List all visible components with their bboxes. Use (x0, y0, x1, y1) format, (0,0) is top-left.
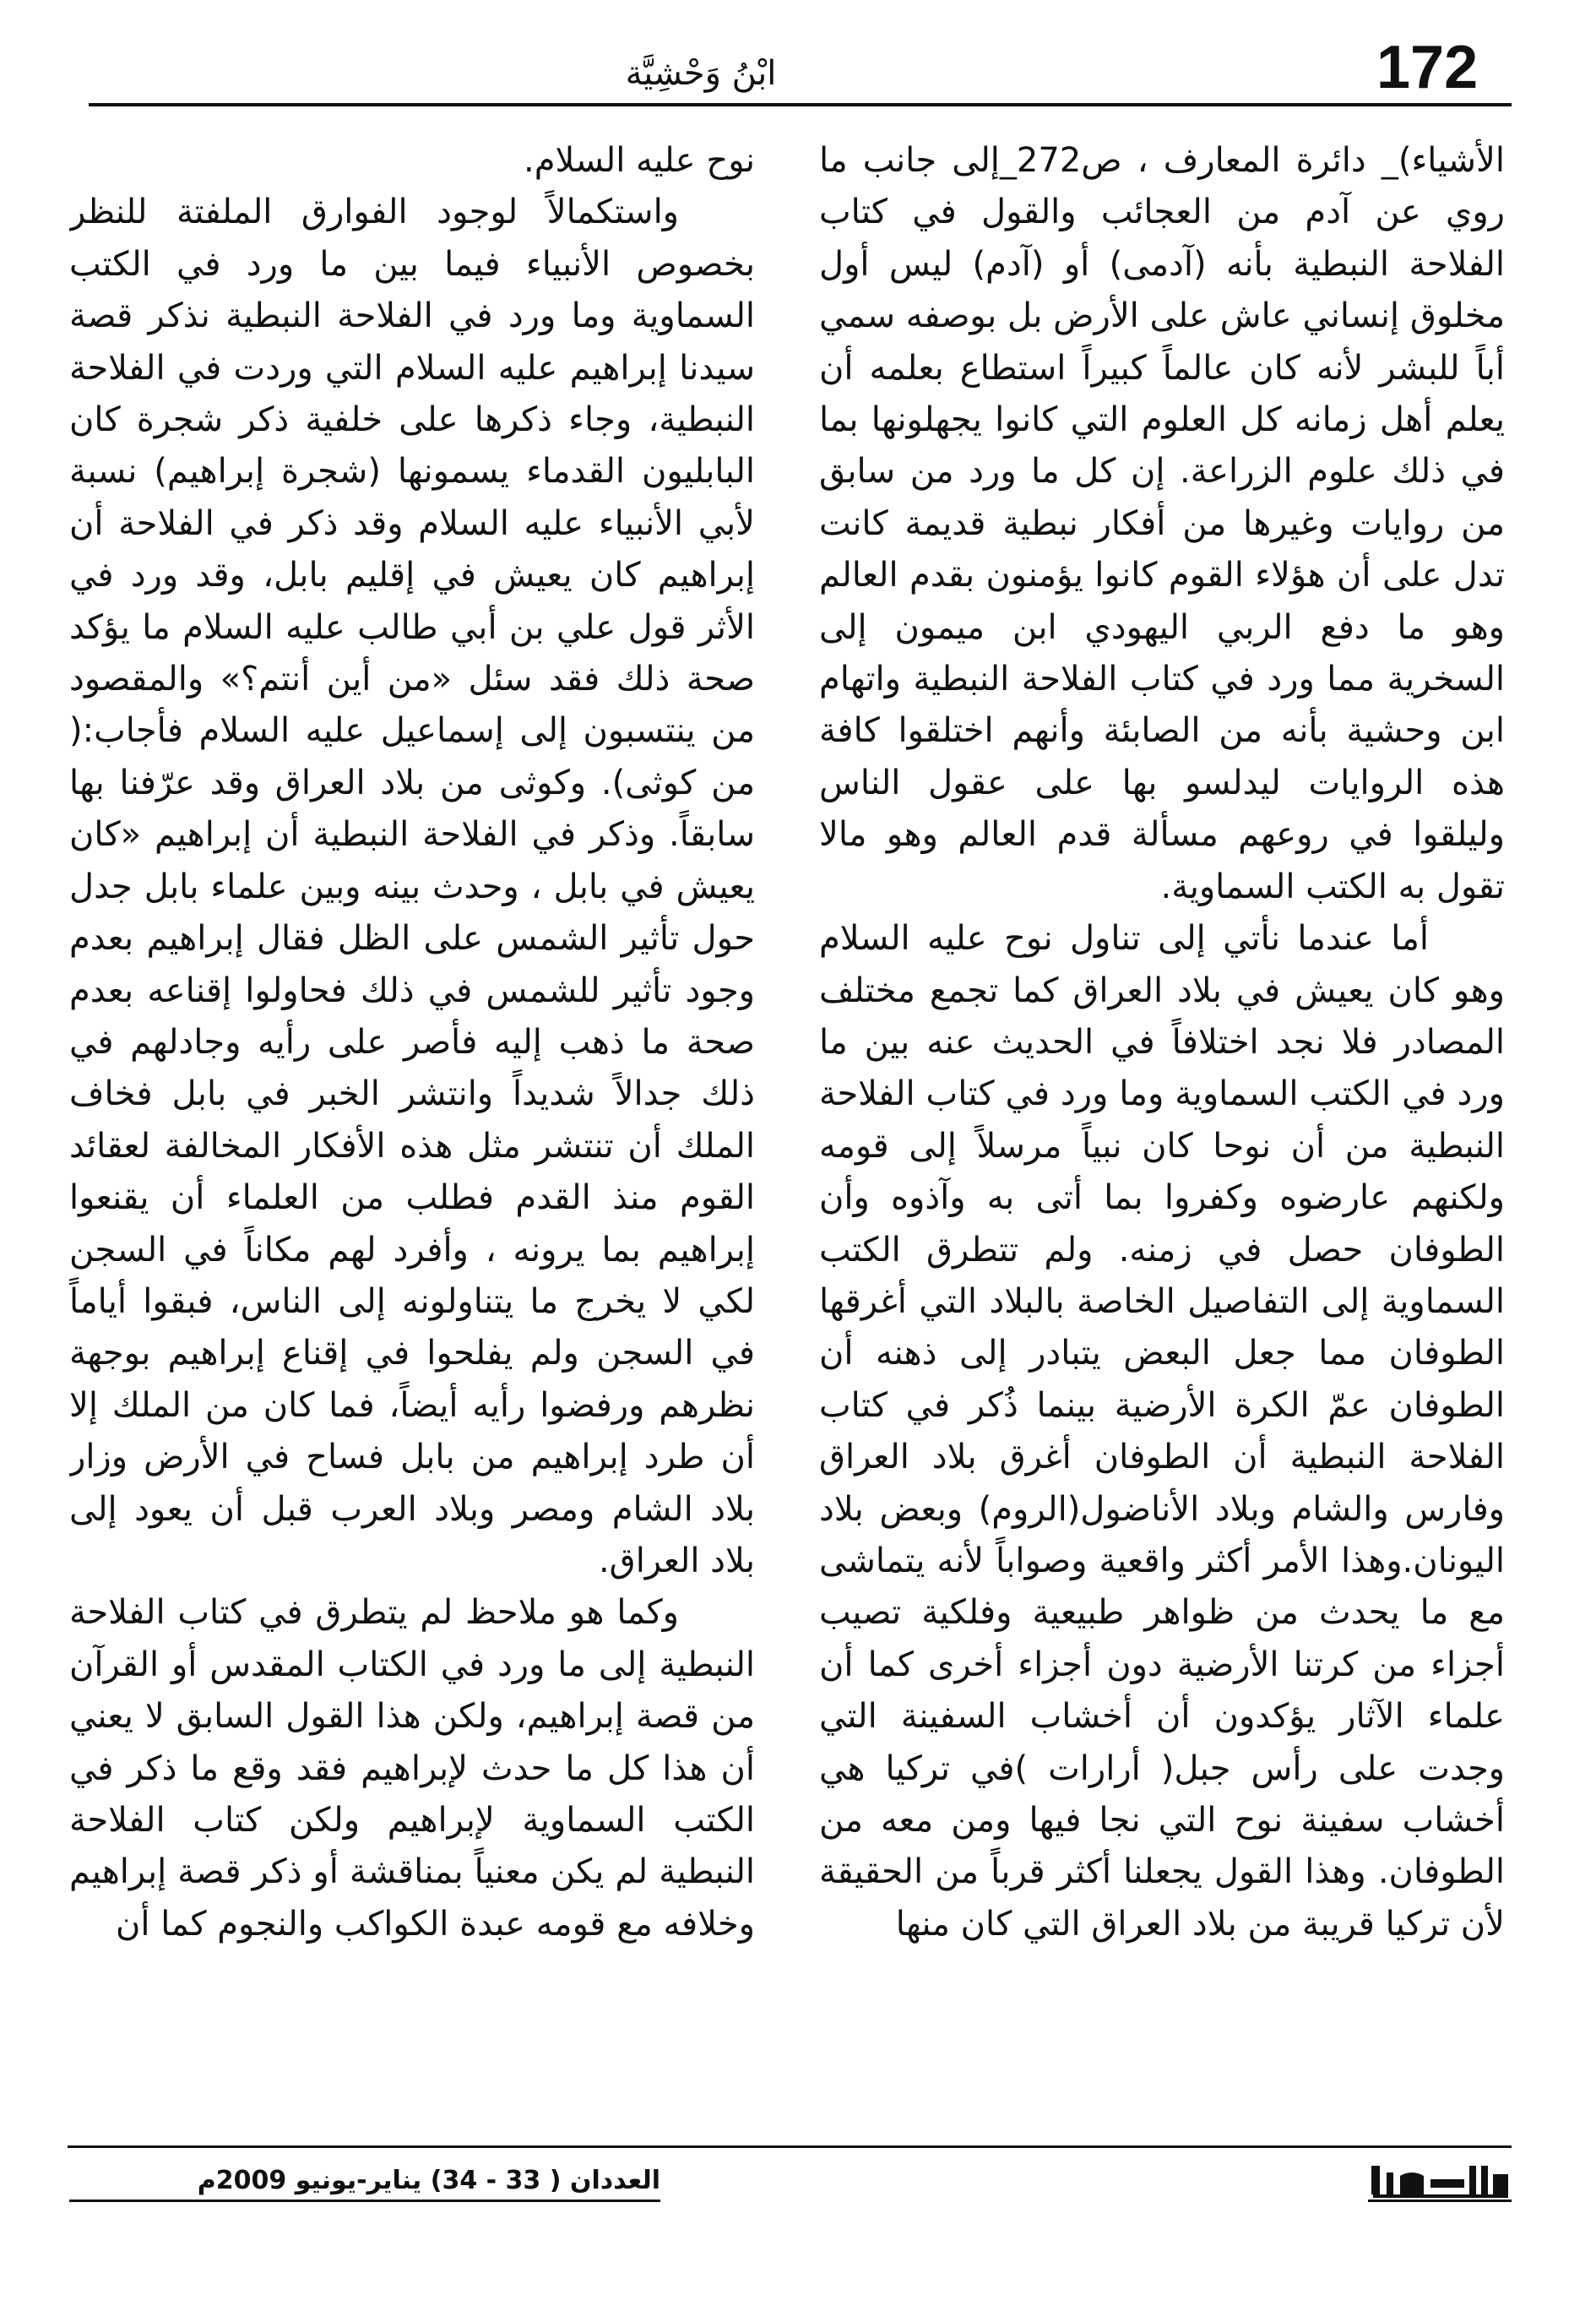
paragraph: وكما هو ملاحظ لم يتطرق في كتاب الفلاحة النبطية إلى ما ورد في الكتاب المقدس أو القرآن من قصة إبراهيم، ولكن هذا القول السابق لا يعني أن هذا كل ما حدث لإبراهيم فقد وقع ما ذكر في الكتب السماوية لإبراهيم ولكن كتاب الفلاحة النبطية لم يكن معنياً بمناقشة أو ذكر قصة إبراهيم وخلافه مع قومه عبدة الكواكب والنجوم كما أن (69, 1593, 755, 1944)
issue-info: العددان ( 33 - 34) يناير-يونيو 2009م (69, 2162, 660, 2202)
paragraph: واستكمالاً لوجود الفوارق الملفتة للنظر بخصوص الأنبياء فيما بين ما ورد في الكتب السماوية وما ورد في الفلاحة النبطية نذكر قصة سيدنا إبراهيم عليه السلام التي وردت في الفلاحة النبطية، وجاء ذكرها على خلفية ذكر شجرة كان البابليون القدماء يسمونها (شجرة إبراهيم) نسبة لأبي الأنبياء عليه السلام وقد ذكر في الفلاحة أن إبراهيم كان يعيش في إقليم بابل، وقد ورد في الأثر قول علي بن أبي طالب عليه السلام ما يؤكد صحة ذلك فقد سئل «من أين أنتم؟» والمقصود من ينتسبون إلى إسماعيل عليه السلام فأجاب:( من كوثى). وكوثى من بلاد العراق وقد عرّفنا بها سابقاً. وذكر في الفلاحة النبطية أن إبراهيم «كان يعيش في بابل ، وحدث بينه وبين علماء بابل جدل حول تأثير الشمس على الظل فقال إبراهيم بعدم وجود تأثير للشمس في ذلك فحاولوا إقناعه بعدم صحة ما ذهب إليه فأصر على رأيه وجادلهم في ذلك جدالاً شديداً وانتشر الخبر في بابل فخاف الملك أن تنتشر مثل هذه الأفكار المخالفة لعقائد القوم منذ القدم فطلب من العلماء أن يقنعوا إبراهيم بما يرونه ، وأفرد لهم مكاناً في السجن لكي لا يخرج ما يتناولونه إلى الناس، فبقوا أياماً في السجن ولم يفلحوا في إقناع إبراهيم بوجهة نظرهم ورفضوا رأيه أيضاً، فما كان من الملك إلا أن طرد إبراهيم من بابل فساح في الأرض وزار بلاد الشام ومصر وبلاد العرب قبل أن يعود إلى بلاد العراق. (69, 193, 755, 1580)
paragraph: نوح عليه السلام. (523, 141, 755, 180)
footer-rule (68, 2145, 1512, 2148)
paragraph: الأشياء)_ دائرة المعارف ، ص272_إلى جانب ما روي عن آدم من العجائب والقول في كتاب الفلاحة النبطية بأنه (آدمى) أو (آدم) ليس أول مخلوق إنساني عاش على الأرض بل بوصفه سمي أباً للبشر لأنه كان عالماً كبيراً استطاع بعلمه أن يعلم أهل زمانه كل العلوم التي كانوا يجهلونها بما في ذلك علوم الزراعة. إن كل ما ورد من سابق من روايات وغيرها من أفكار نبطية قديمة كانت تدل على أن هؤلاء القوم كانوا يؤمنون بقدم العالم وهو ما دفع الربي اليهودي ابن ميمون إلى السخرية مما ورد في كتاب الفلاحة النبطية واتهام ابن وحشية بأنه من الصابئة وأنهم اختلقوا كافة هذه الروايات ليدلسو بها على عقول الناس وليلقوا في روعهم مسألة قدم العالم وهو مالا تقول به الكتب السماوية. (819, 141, 1505, 906)
running-title: ابْنُ وَحْشِيَّة (625, 54, 777, 93)
journal-logo (1368, 2161, 1512, 2202)
paragraph: أما عندما نأتي إلى تناول نوح عليه السلام وهو كان يعيش في بلاد العراق كما تجمع مختلف المصادر فلا نجد اختلافاً في الحديث عنه بين ما ورد في الكتب السماوية وما ورد في كتاب الفلاحة النبطية من أن نوحا كان نبياً مرسلاً إلى قومه ولكنهم عارضوه وكفروا بما أتى به وآذوه وأن الطوفان حصل في زمنه. ولم تتطرق الكتب السماوية إلى التفاصيل الخاصة بالبلاد التي أغرقها الطوفان مما جعل البعض يتبادر إلى ذهنه أن الطوفان عمّ الكرة الأرضية بينما ذُكر في كتاب الفلاحة النبطية أن الطوفان أغرق بلاد العراق وفارس والشام وبلاد الأناضول(الروم) وبعض بلاد اليونان.وهذا الأمر أكثر واقعية وصواباً لأنه يتماشى مع ما يحدث من ظواهر طبيعية وفلكية تصيب أجزاء من كرتنا الأرضية دون أجزاء أخرى كما أن علماء الآثار يؤكدون أن أخشاب السفينة التي وجدت على رأس جبل( أرارات )في تركيا هي أخشاب سفينة نوح التي نجا فيها ومن معه من الطوفان. وهذا القول يجعلنا أكثر قرباً من الحقيقة لأن تركيا قريبة من بلاد العراق التي كان منها (819, 919, 1505, 1944)
logo-graphic-icon (1368, 2161, 1512, 2198)
right-column (819, 135, 1505, 2103)
left-column (69, 135, 755, 2103)
header-rule (89, 103, 1512, 106)
page-number: 172 (1376, 34, 1479, 101)
